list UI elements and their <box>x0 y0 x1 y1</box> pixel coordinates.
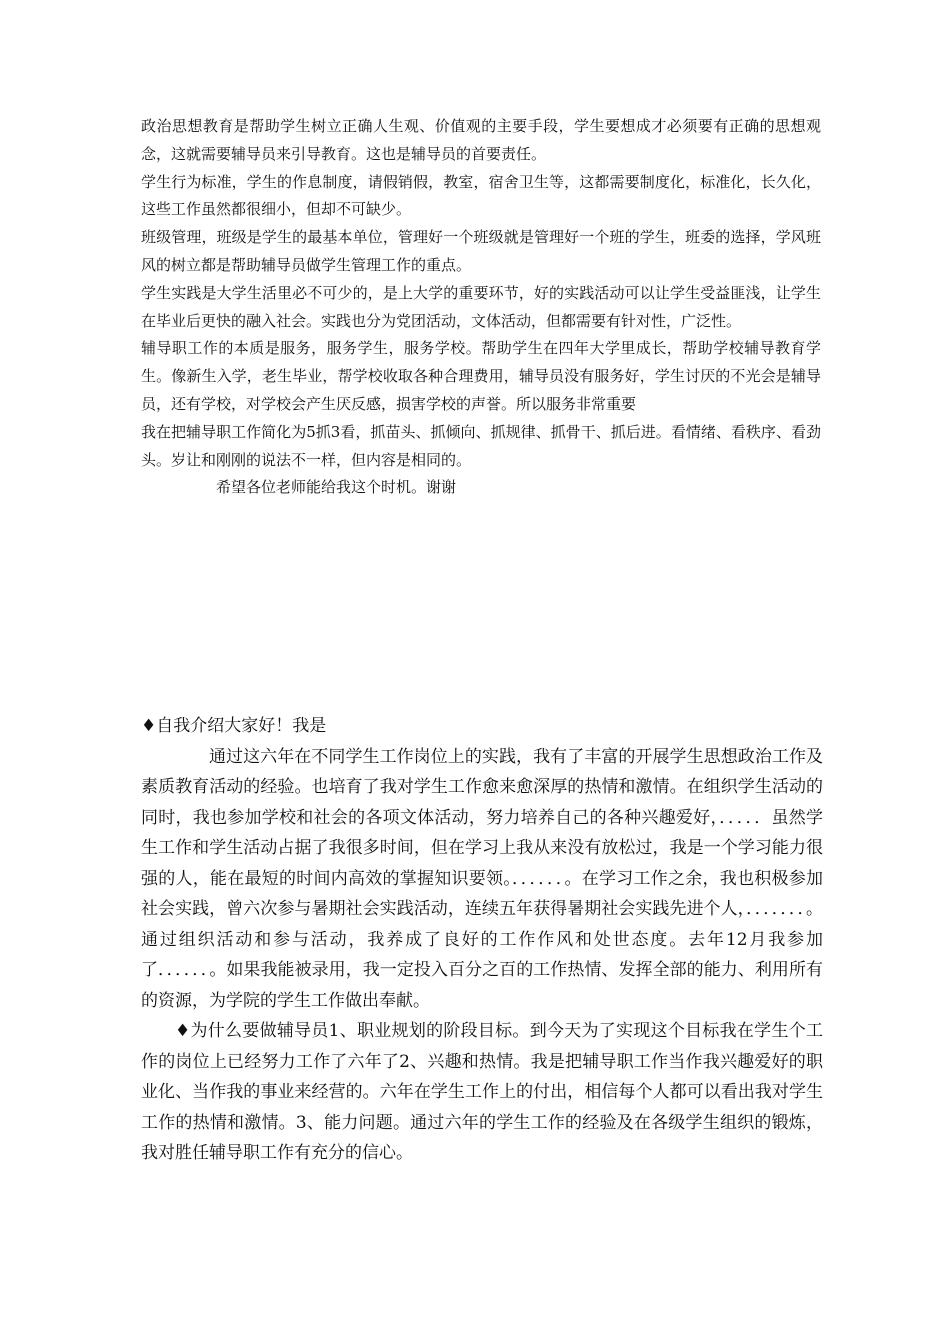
paragraph-behavior-standards: 学生行为标准，学生的作息制度，请假销假，教室，宿舍卫生等，这都需要制度化，标准化，长久化，这些工作虽然都很细小，但却不可缺少。 <box>141 172 821 219</box>
paragraph-summary: 我在把辅导职工作简化为5抓3看，抓苗头、抓倾向、抓规律、抓骨干、抓后进。看情绪、看秩序、看劲头。岁让和刚刚的说法不一样，但内容是相同的。 <box>141 422 821 469</box>
reasons-paragraph: ♦为什么要做辅导员1、职业规划的阶段目标。到今天为了实现这个目标我在学生个工作的岗位上已经努力工作了六年了2、兴趣和热情。我是把辅导职工作当作我兴趣爱好的职业化、当作我的事业来经营的。六年在学生工作上的付出，相信每个人都可以看出我对学生工作的热情和激情。3、能力问题。通过六年的学生工作的经验及在各级学生组织的锻炼，我对胜任辅导职工作有充分的信心。 <box>141 1021 823 1163</box>
closing-line: 希望各位老师能给我这个时机。谢谢 <box>216 478 457 497</box>
paragraph-political-education: 政治思想教育是帮助学生树立正确人生观、价值观的主要手段，学生要想成才必须要有正确的思想观念，这就需要辅导员来引导教育。这也是辅导员的首要责任。 <box>141 117 821 163</box>
self-intro-body: 通过这六年在不同学生工作岗位上的实践，我有了丰富的开展学生思想政治工作及素质教育活动的经验。也培育了我对学生工作愈来愈深厚的热情和激情。在组织学生活动的同时，我也参加学校和社会的各项文体活动，努力培养自己的各种兴趣爱好，．．．．．虽然学生工作和学生活动占据了我很多时间，但在学习上我从来没有放松过，我是一个学习能力很强的人，能在最短的时间内高效的掌握知识要领。．．．．．．。在学习工作之余，我也积极参加社会实践，曾六次参与暑期社会实践活动，连续五年获得暑期社会实践先进个人，．．．．．．．。通过组织活动和参与活动，我养成了良好的工作作风和处世态度。去年12月我参加了．．．．．．。如果我能被录用，我一定投入百分之百的工作热情、发挥全部的能力、利用所有的资源，为学院的学生工作做出奉献。 <box>141 746 823 1011</box>
self-intro-heading: ♦自我介绍大家好！我是 <box>141 716 327 736</box>
duties-section <box>141 113 821 502</box>
paragraph-class-management: 班级管理，班级是学生的最基本单位，管理好一个班级就是管理好一个班的学生，班委的选择，学风班风的树立都是帮助辅导员做学生管理工作的重点。 <box>141 228 821 274</box>
paragraph-student-practice: 学生实践是大学生活里必不可少的，是上大学的重要环节，好的实践活动可以让学生受益匪浅，让学生在毕业后更快的融入社会。实践也分为党团活动，文体活动，但都需要有针对性，广泛性。 <box>141 283 821 330</box>
paragraph-service: 辅导职工作的本质是服务，服务学生，服务学校。帮助学生在四年大学里成长，帮助学校辅导教育学生。像新生入学，老生毕业，帮学校收取各种合理费用，辅导员没有服务好，学生讨厌的不光会是辅导员，还有学校，对学校会产生厌反感，损害学校的声誉。所以服务非常重要 <box>141 339 821 413</box>
self-introduction-section <box>141 711 823 1169</box>
